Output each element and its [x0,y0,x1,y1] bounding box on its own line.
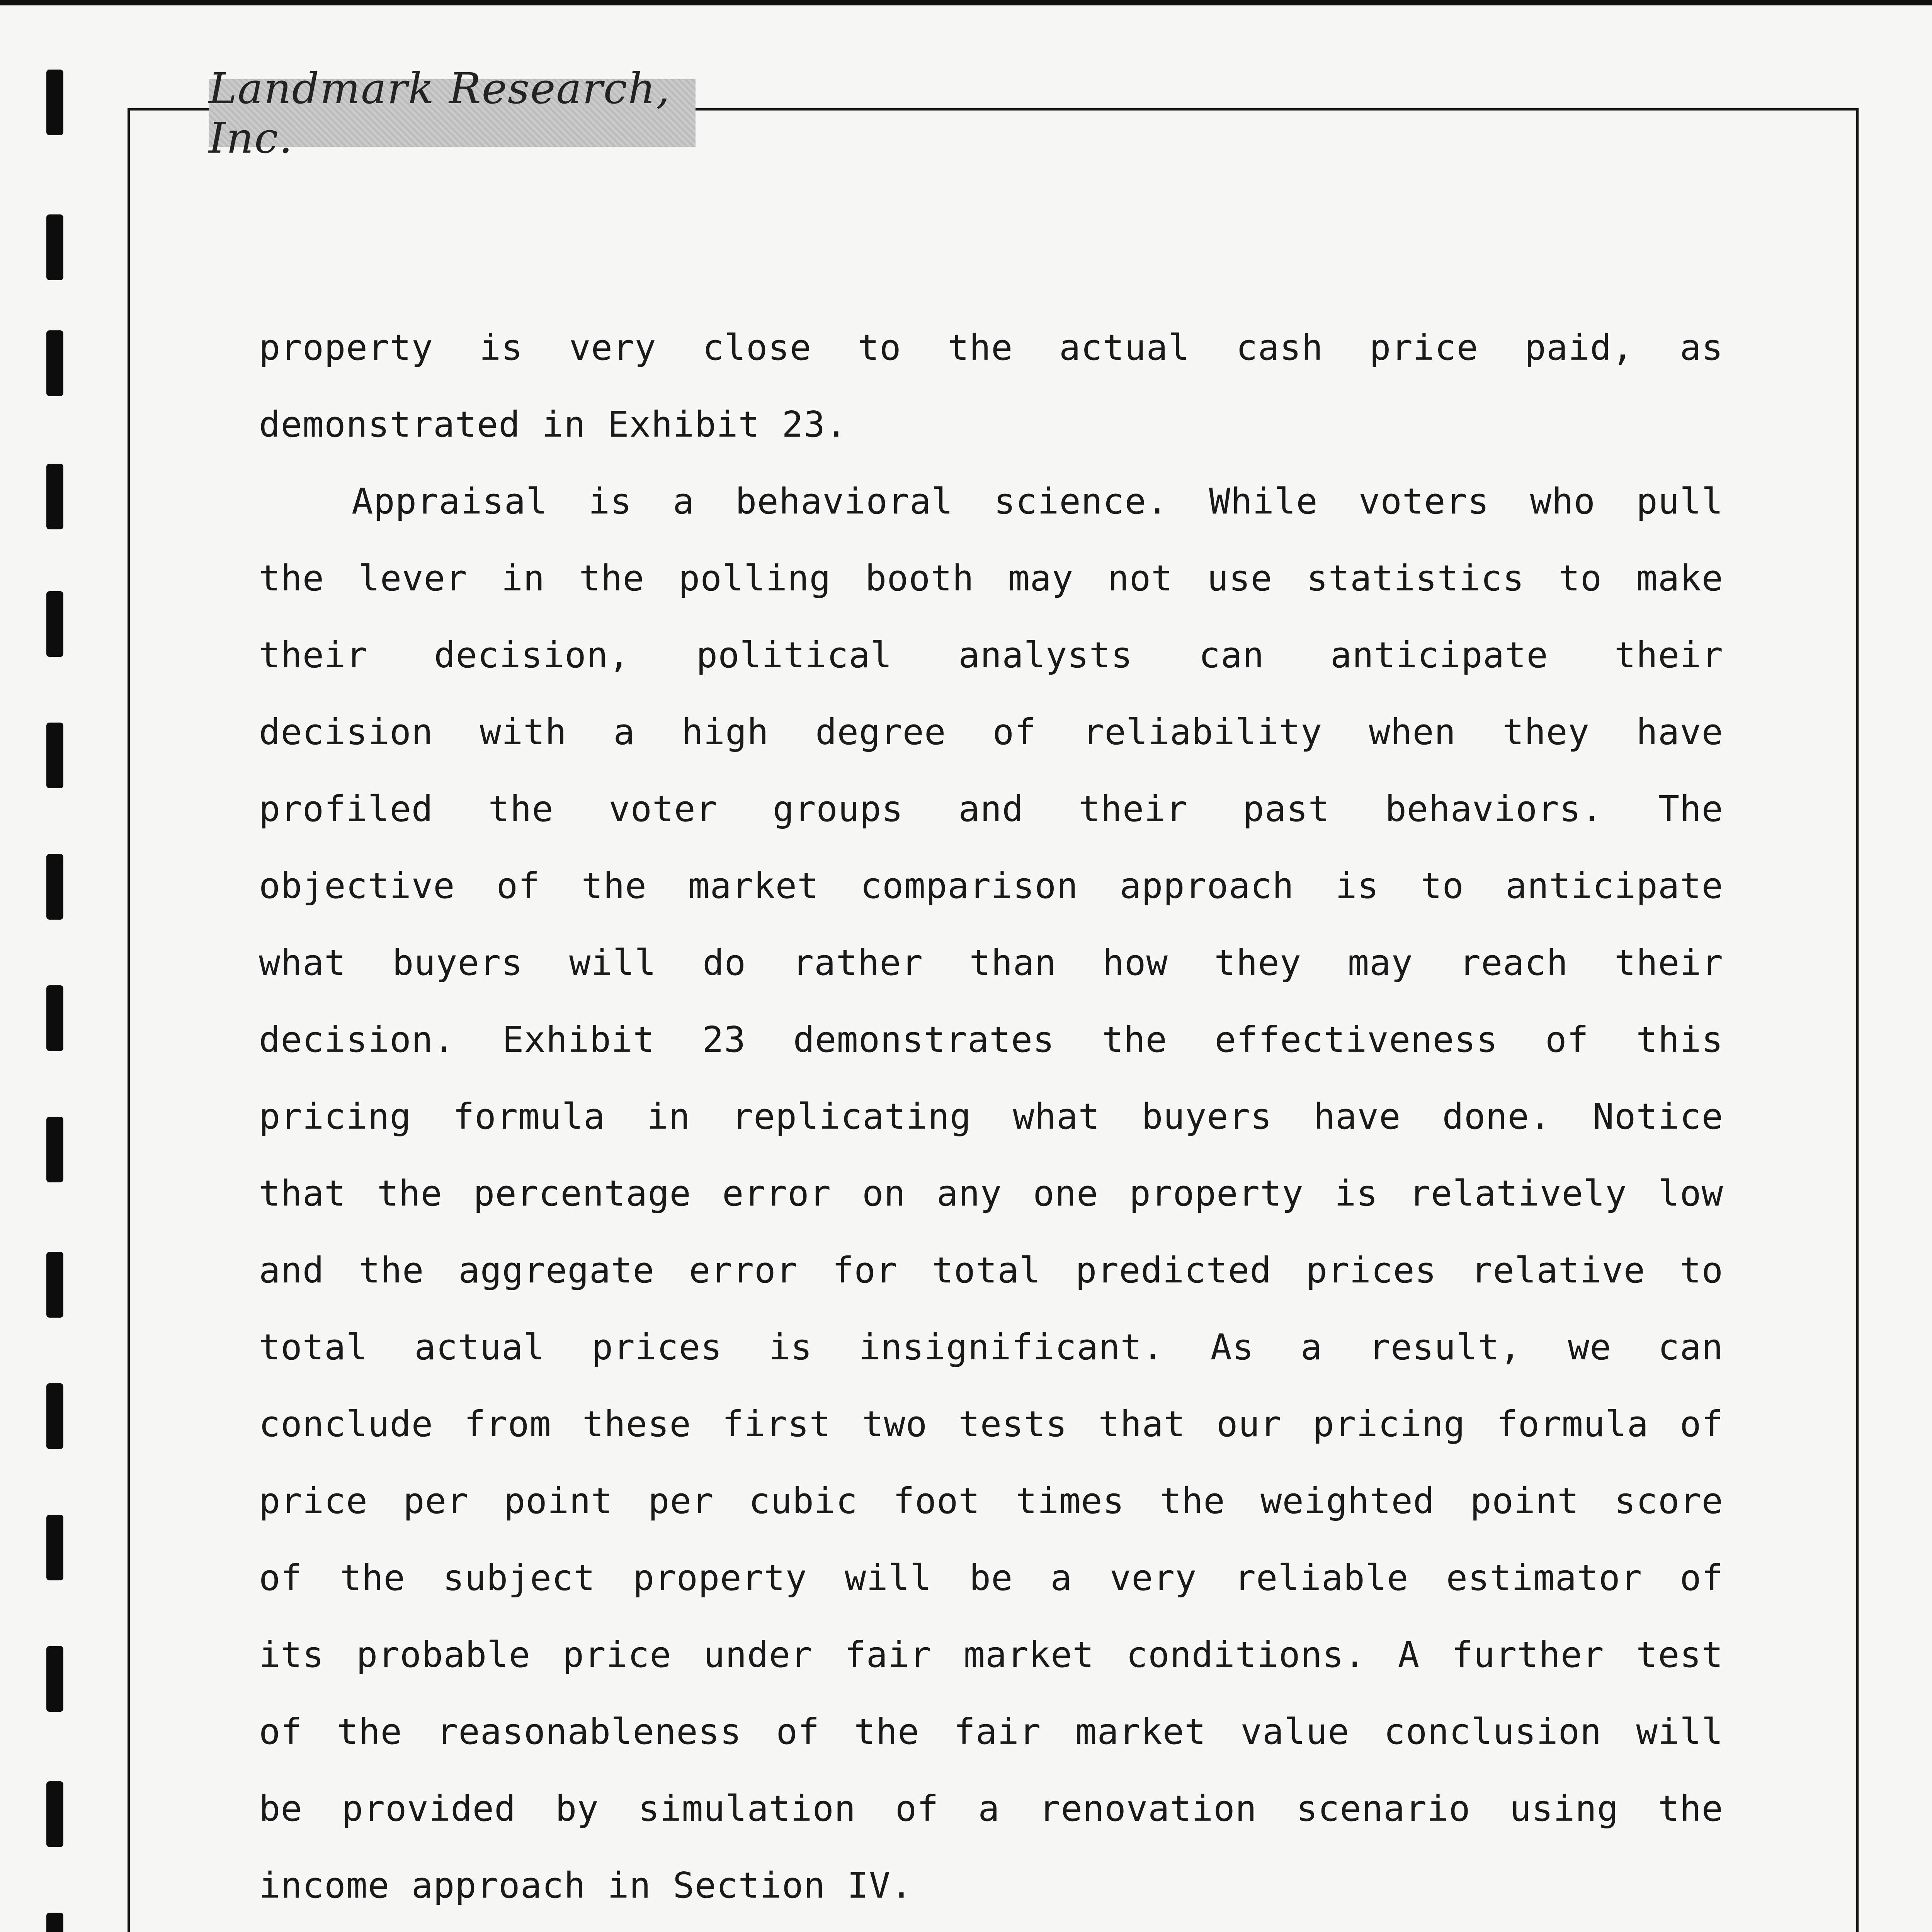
body-line: the lever in the polling booth may not use statistics to make [259,558,1723,599]
binder-hole [46,1252,63,1318]
body-text [259,309,1723,1924]
binder-hole [46,330,63,396]
body-line: income approach in Section IV. [259,1865,913,1906]
binder-hole [46,1117,63,1182]
body-line: profiled the voter groups and their past behaviors. The [259,788,1723,830]
body-line: of the reasonableness of the fair market value conclusion will [259,1711,1723,1752]
binder-holes [46,70,70,1932]
binder-hole [46,1913,63,1932]
binder-hole [46,70,63,135]
body-line: and the aggregate error for total predicted prices relative to [259,1250,1723,1291]
body-line: price per point per cubic foot times the weighted point score [259,1480,1723,1522]
binder-hole [46,214,63,280]
body-line: conclude from these first two tests that our pricing formula of [259,1403,1723,1445]
body-line: of the subject property will be a very reliable estimator of [259,1557,1723,1599]
body-line: decision with a high degree of reliability when they have [259,711,1723,753]
body-line: demonstrated in Exhibit 23. [259,404,847,445]
binder-hole [46,723,63,788]
body-line: objective of the market comparison approach is to anticipate [259,865,1723,906]
body-line: its probable price under fair market conditions. A further test [259,1634,1723,1675]
body-line: decision. Exhibit 23 demonstrates the effectiveness of this [259,1019,1723,1060]
binder-hole [46,854,63,920]
company-logo [209,63,696,163]
body-line: pricing formula in replicating what buyers have done. Notice [259,1096,1723,1137]
binder-hole [46,464,63,529]
body-line: be provided by simulation of a renovation scenario using the [259,1788,1723,1829]
body-line: what buyers will do rather than how they may reach their [259,942,1723,983]
binder-hole [46,1781,63,1847]
body-line: that the percentage error on any one property is relatively low [259,1173,1723,1214]
binder-hole [46,1383,63,1449]
body-line: Appraisal is a behavioral science. While voters who pull [352,481,1723,522]
binder-hole [46,591,63,657]
binder-hole [46,985,63,1051]
body-line: their decision, political analysts can anticipate their [259,634,1723,676]
logo-text: Landmark Research, Inc. [209,63,671,163]
body-line: property is very close to the actual cash price paid, as [259,327,1723,368]
binder-hole [46,1646,63,1712]
scan-edge [0,0,1932,5]
binder-hole [46,1515,63,1580]
body-line: total actual prices is insignificant. As a result, we can [259,1327,1723,1368]
